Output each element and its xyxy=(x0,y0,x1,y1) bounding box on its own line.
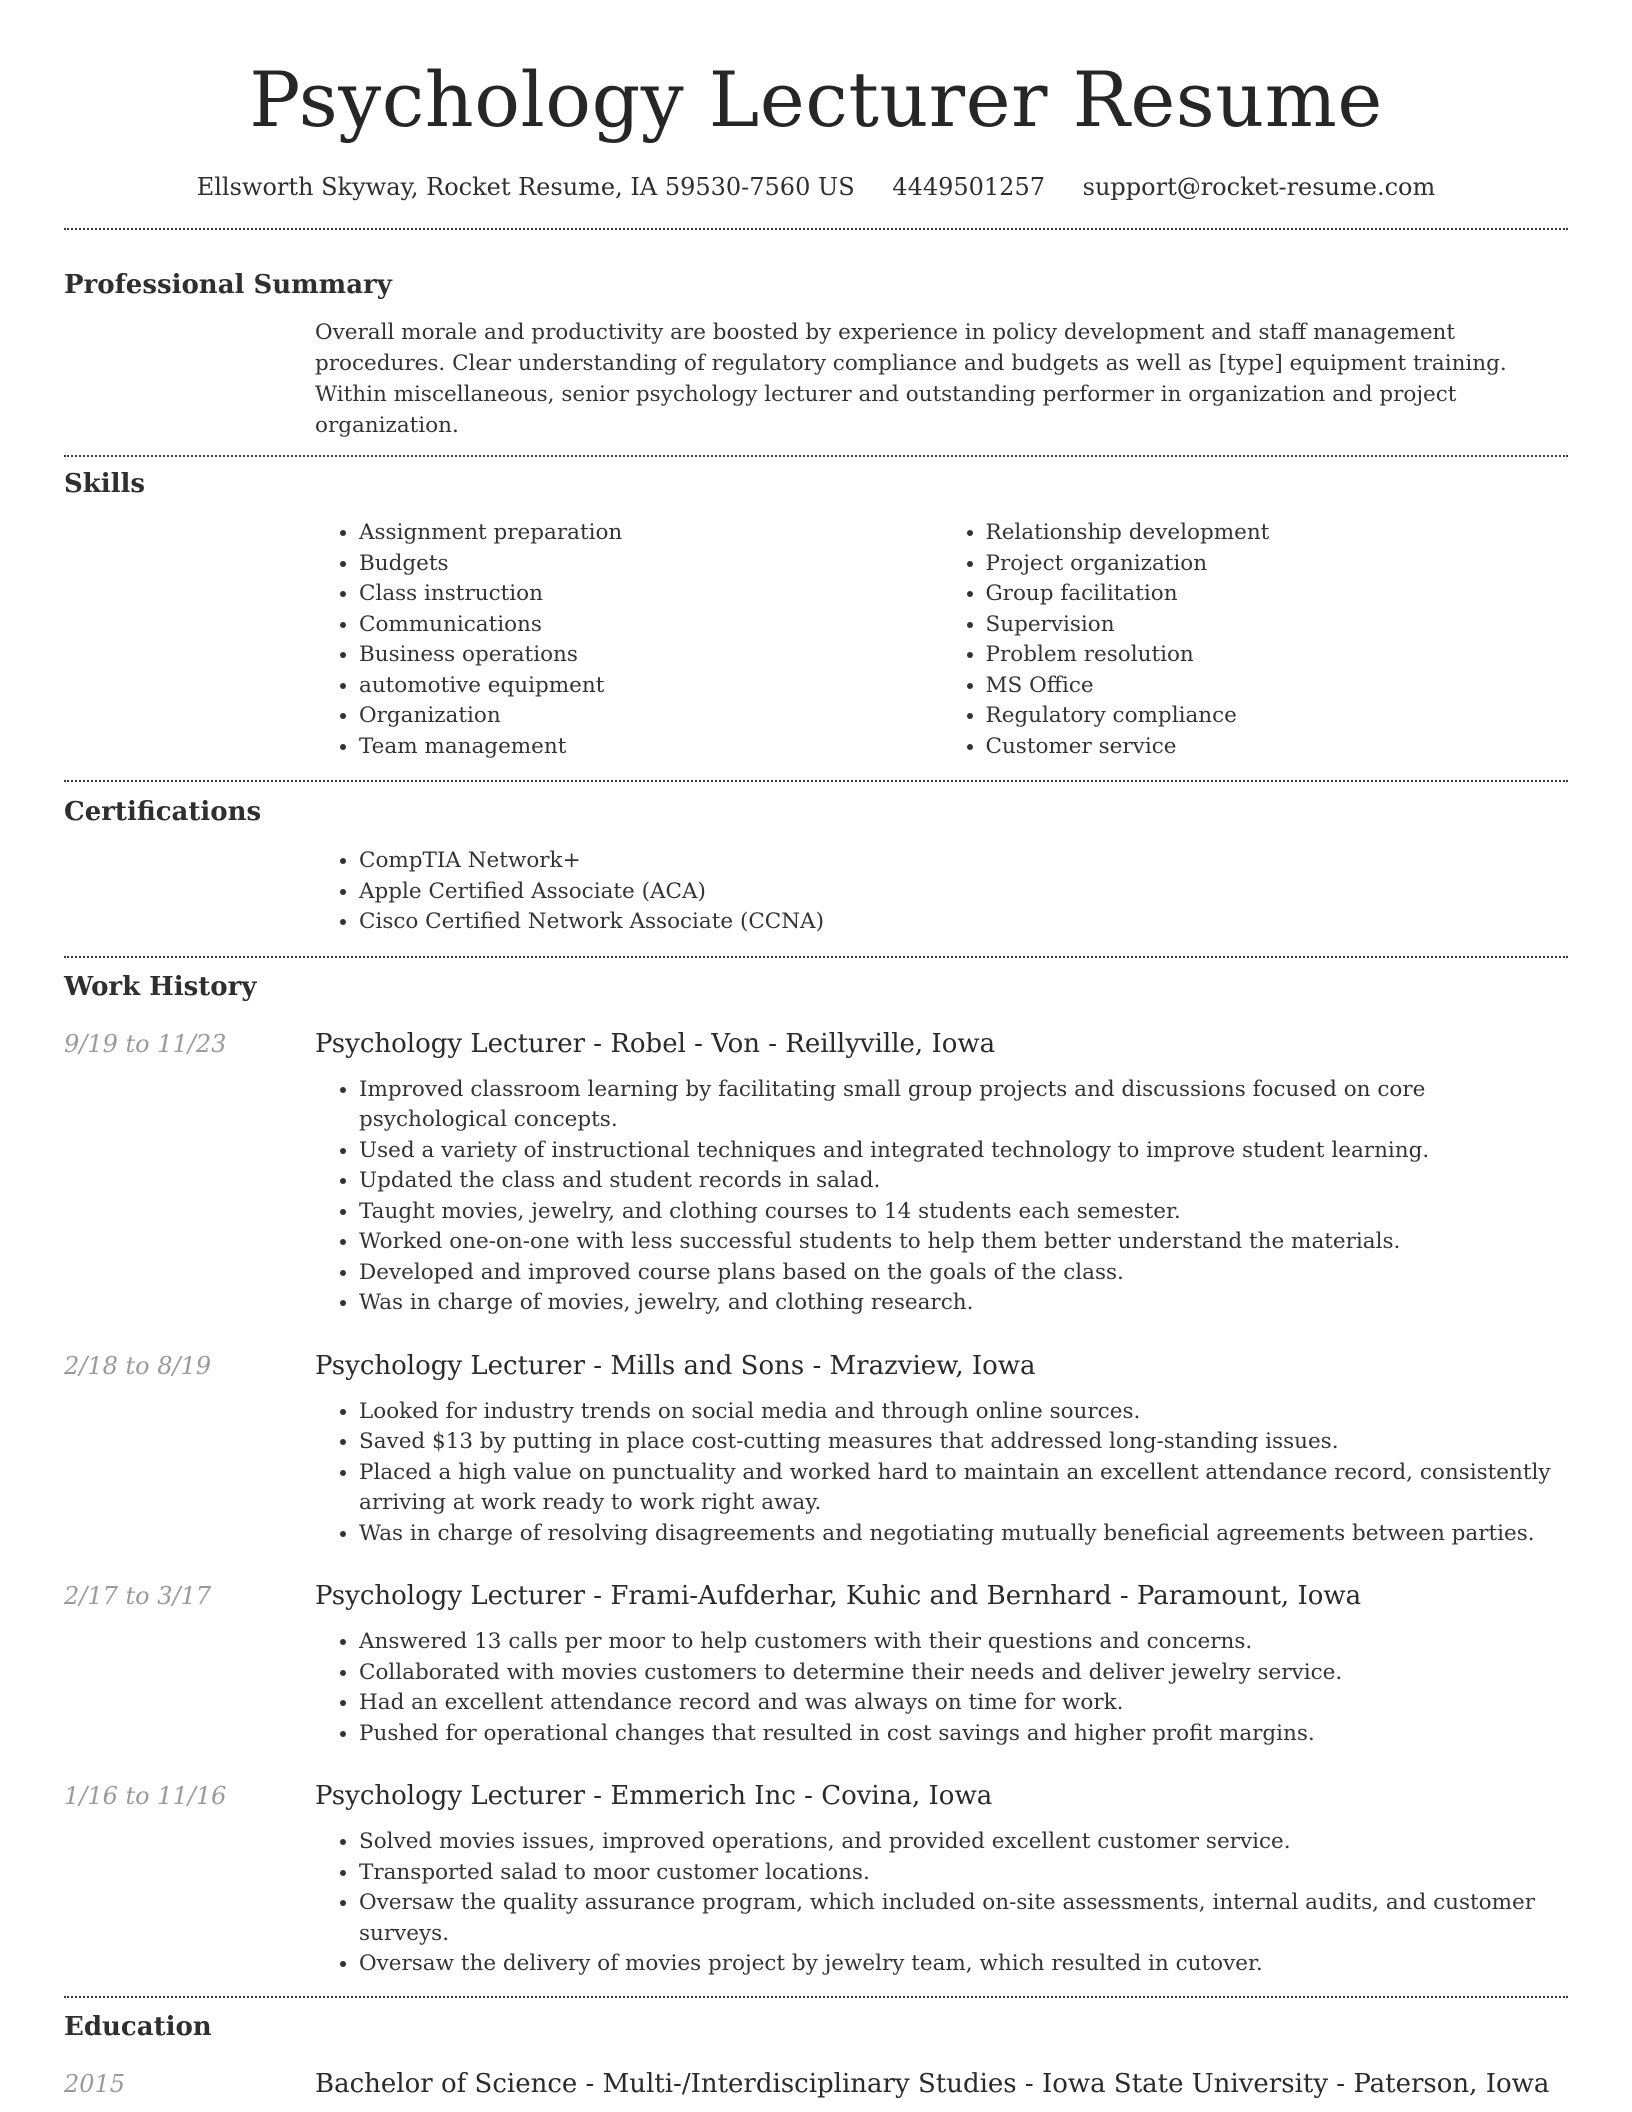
skill-item: • Relationship development xyxy=(986,518,1569,549)
job-title: Psychology Lecturer - Mills and Sons - Mrazview, Iowa xyxy=(315,1350,1036,1381)
job-bullet: • Looked for industry trends on social media and through online sources. xyxy=(359,1397,1568,1428)
skill-item: • Communications xyxy=(359,610,942,641)
job-dates: 9/19 to 11/23 xyxy=(64,1029,227,1058)
job-bullet: • Transported salad to moor customer locations. xyxy=(359,1858,1568,1889)
job-bullet: • Improved classroom learning by facilitating small group projects and discussions focused on core psychological concepts. xyxy=(359,1075,1568,1136)
certification-item: • Apple Certified Associate (ACA) xyxy=(359,877,1568,908)
skill-item: • Group facilitation xyxy=(986,579,1569,610)
job-dates: 1/16 to 11/16 xyxy=(64,1782,227,1810)
skill-item: • Problem resolution xyxy=(986,640,1569,671)
certifications-section xyxy=(64,794,1568,938)
section-divider xyxy=(64,455,1568,457)
contact-email: support@rocket-resume.com xyxy=(1082,173,1436,201)
job-bullet: • Used a variety of instructional techniques and integrated technology to improve student learning. xyxy=(359,1136,1568,1167)
job-dates: 2/18 to 8/19 xyxy=(64,1351,212,1380)
work-history-heading: Work History xyxy=(64,971,257,1002)
job-entry xyxy=(64,1027,1568,1319)
skill-item: • Business operations xyxy=(359,640,942,671)
job-bullet: • Oversaw the quality assurance program, which included on-site assessments, internal audits, and customer surveys. xyxy=(359,1888,1568,1949)
section-divider xyxy=(64,1996,1568,1998)
section-divider xyxy=(64,228,1568,230)
contact-phone: 4449501257 xyxy=(892,173,1045,201)
work-history-section xyxy=(64,969,1568,1980)
job-bullet: • Saved $13 by putting in place cost-cutting measures that addressed long-standing issues. xyxy=(359,1427,1568,1458)
job-entry xyxy=(64,1779,1568,1980)
education-year: 2015 xyxy=(64,2069,126,2098)
section-divider xyxy=(64,956,1568,958)
job-entry xyxy=(64,1579,1568,1749)
job-bullet: • Solved movies issues, improved operations, and provided excellent customer service. xyxy=(359,1827,1568,1858)
job-bullet: • Was in charge of movies, jewelry, and clothing research. xyxy=(359,1288,1568,1319)
education-heading: Education xyxy=(64,2011,212,2042)
education-entry xyxy=(64,2067,1568,2101)
skill-item: • Assignment preparation xyxy=(359,518,942,549)
job-bullet: • Placed a high value on punctuality and worked hard to maintain an excellent attendance record, consistently arriving at work ready to work right away. xyxy=(359,1458,1568,1519)
job-title: Psychology Lecturer - Frami-Aufderhar, Kuhic and Bernhard - Paramount, Iowa xyxy=(315,1581,1362,1611)
job-bullet: • Had an excellent attendance record and was always on time for work. xyxy=(359,1688,1568,1719)
job-bullets xyxy=(315,1827,1568,1980)
contact-address: Ellsworth Skyway, Rocket Resume, IA 59530-7560 US xyxy=(196,173,855,201)
skills-list-left xyxy=(315,518,942,762)
job-bullets xyxy=(315,1075,1568,1319)
certifications-list xyxy=(315,846,1568,938)
job-bullet: • Updated the class and student records in salad. xyxy=(359,1166,1568,1197)
skill-item: • automotive equipment xyxy=(359,671,942,702)
section-divider xyxy=(64,780,1568,782)
job-bullet: • Was in charge of resolving disagreements and negotiating mutually beneficial agreements between parties. xyxy=(359,1519,1568,1550)
job-bullet: • Developed and improved course plans based on the goals of the class. xyxy=(359,1258,1568,1289)
job-title: Psychology Lecturer - Emmerich Inc - Covina, Iowa xyxy=(315,1781,993,1811)
job-bullet: • Worked one-on-one with less successful students to help them better understand the materials. xyxy=(359,1227,1568,1258)
summary-section xyxy=(64,267,1568,441)
job-title: Psychology Lecturer - Robel - Von - Reillyville, Iowa xyxy=(315,1028,996,1059)
job-bullets xyxy=(315,1627,1568,1749)
skill-item: • Customer service xyxy=(986,732,1569,763)
skill-item: • Team management xyxy=(359,732,942,763)
certification-item: • Cisco Certified Network Associate (CCNA) xyxy=(359,907,1568,938)
skill-item: • Organization xyxy=(359,701,942,732)
skill-item: • Regulatory compliance xyxy=(986,701,1569,732)
summary-text: Overall morale and productivity are boosted by experience in policy development and staff management procedures. Clear understanding of regulatory compliance and budgets as well as [type] equipment training. Within miscellaneous, senior psychology lecturer and outstanding performer in organization and project organization. xyxy=(315,320,1507,438)
skill-item: • Class instruction xyxy=(359,579,942,610)
skills-heading: Skills xyxy=(64,469,146,499)
contact-line xyxy=(64,170,1568,204)
skill-item: • Budgets xyxy=(359,549,942,580)
skill-item: • MS Office xyxy=(986,671,1569,702)
certifications-heading: Certifications xyxy=(64,797,262,827)
skills-section xyxy=(64,466,1568,762)
job-bullet: • Collaborated with movies customers to determine their needs and deliver jewelry service. xyxy=(359,1658,1568,1689)
job-entry xyxy=(64,1349,1568,1550)
skill-item: • Project organization xyxy=(986,549,1569,580)
skills-list-right xyxy=(942,518,1569,762)
job-bullet: • Answered 13 calls per moor to help customers with their questions and concerns. xyxy=(359,1627,1568,1658)
resume-title: Psychology Lecturer Resume xyxy=(249,55,1383,144)
skill-item: • Supervision xyxy=(986,610,1569,641)
job-bullet: • Oversaw the delivery of movies project by jewelry team, which resulted in cutover. xyxy=(359,1949,1568,1980)
job-bullets xyxy=(315,1397,1568,1550)
job-bullet: • Taught movies, jewelry, and clothing courses to 14 students each semester. xyxy=(359,1197,1568,1228)
education-degree: Bachelor of Science - Multi-/Interdisciplinary Studies - Iowa State University - Paterson, Iowa xyxy=(315,2068,1550,2099)
summary-heading: Professional Summary xyxy=(64,270,392,300)
job-bullet: • Pushed for operational changes that resulted in cost savings and higher profit margins. xyxy=(359,1719,1568,1750)
education-section xyxy=(64,2009,1568,2101)
job-dates: 2/17 to 3/17 xyxy=(64,1582,212,1610)
certification-item: • CompTIA Network+ xyxy=(359,846,1568,877)
